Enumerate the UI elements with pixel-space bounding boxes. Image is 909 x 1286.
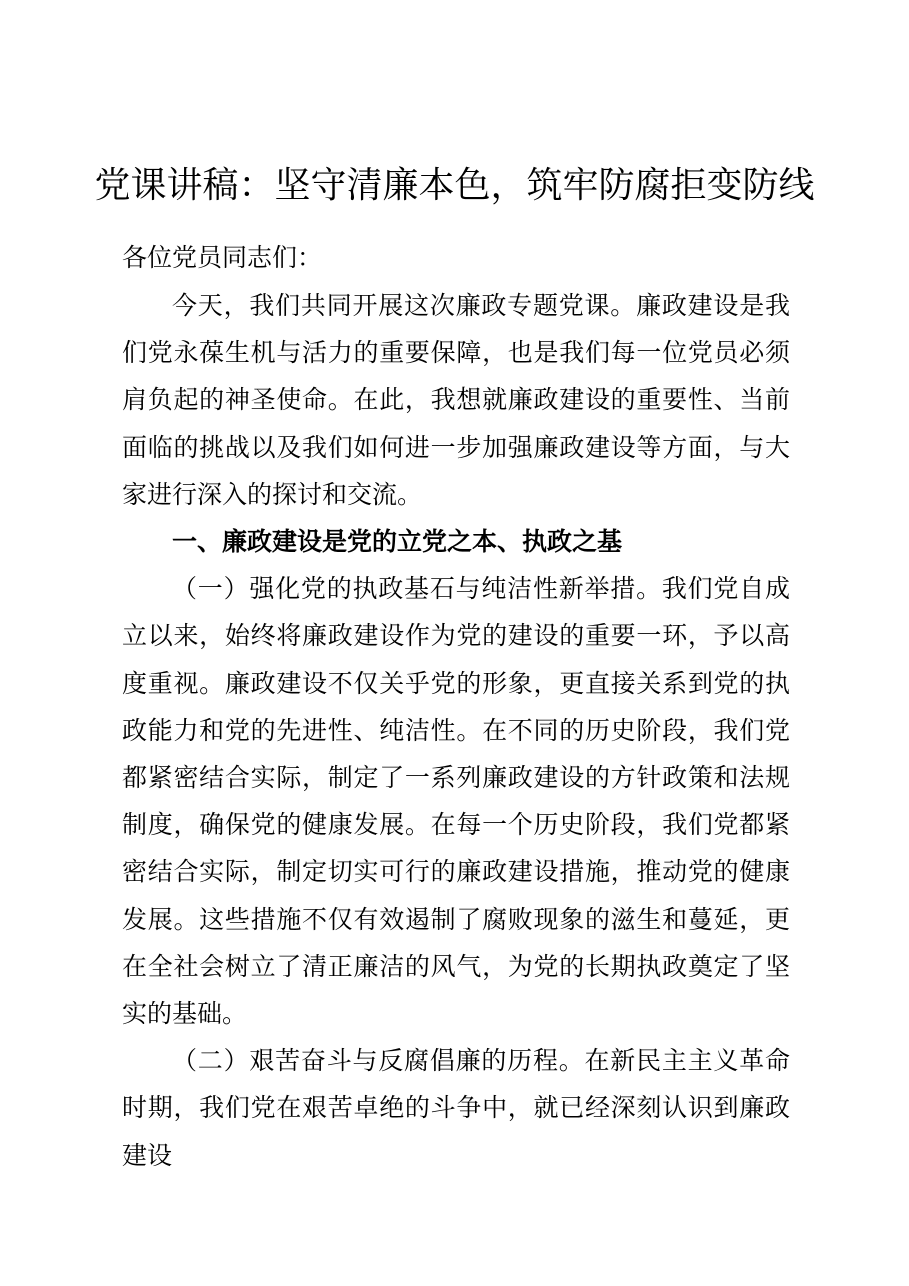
document-title: 党课讲稿：坚守清廉本色，筑牢防腐拒变防线 [94,165,815,206]
salutation: 各位党员同志们： [122,243,323,272]
document-body [122,282,790,1179]
subsection-paragraph-1: （一）强化党的执政基石与纯洁性新举措。我们党自成立以来，始终将廉政建设作为党的建设的重要一环，予以高度重视。廉政建设不仅关乎党的形象，更直接关系到党的执政能力和党的先进性、纯洁性。在不同的历史阶段，我们党都紧密结合实际，制定了一系列廉政建设的方针政策和法规制度，确保党的健康发展。在每一个历史阶段，我们党都紧密结合实际，制定切实可行的廉政建设措施，推动党的健康发展。这些措施不仅有效遏制了腐败现象的滋生和蔓延，更在全社会树立了清正廉洁的风气，为党的长期执政奠定了坚实的基础。 [122,574,790,1029]
intro-paragraph: 今天，我们共同开展这次廉政专题党课。廉政建设是我们党永葆生机与活力的重要保障，也是我们每一位党员必须肩负起的神圣使命。在此，我想就廉政建设的重要性、当前面临的挑战以及我们如何进一步加强廉政建设等方面，与大家进行深入的探讨和交流。 [122,291,790,509]
subsection-paragraph-2: （二）艰苦奋斗与反腐倡廉的历程。在新民主主义革命时期，我们党在艰苦卓绝的斗争中，就已经深刻认识到廉政建设 [122,1046,790,1170]
section-heading: 一、廉政建设是党的立党之本、执政之基 [172,527,623,557]
